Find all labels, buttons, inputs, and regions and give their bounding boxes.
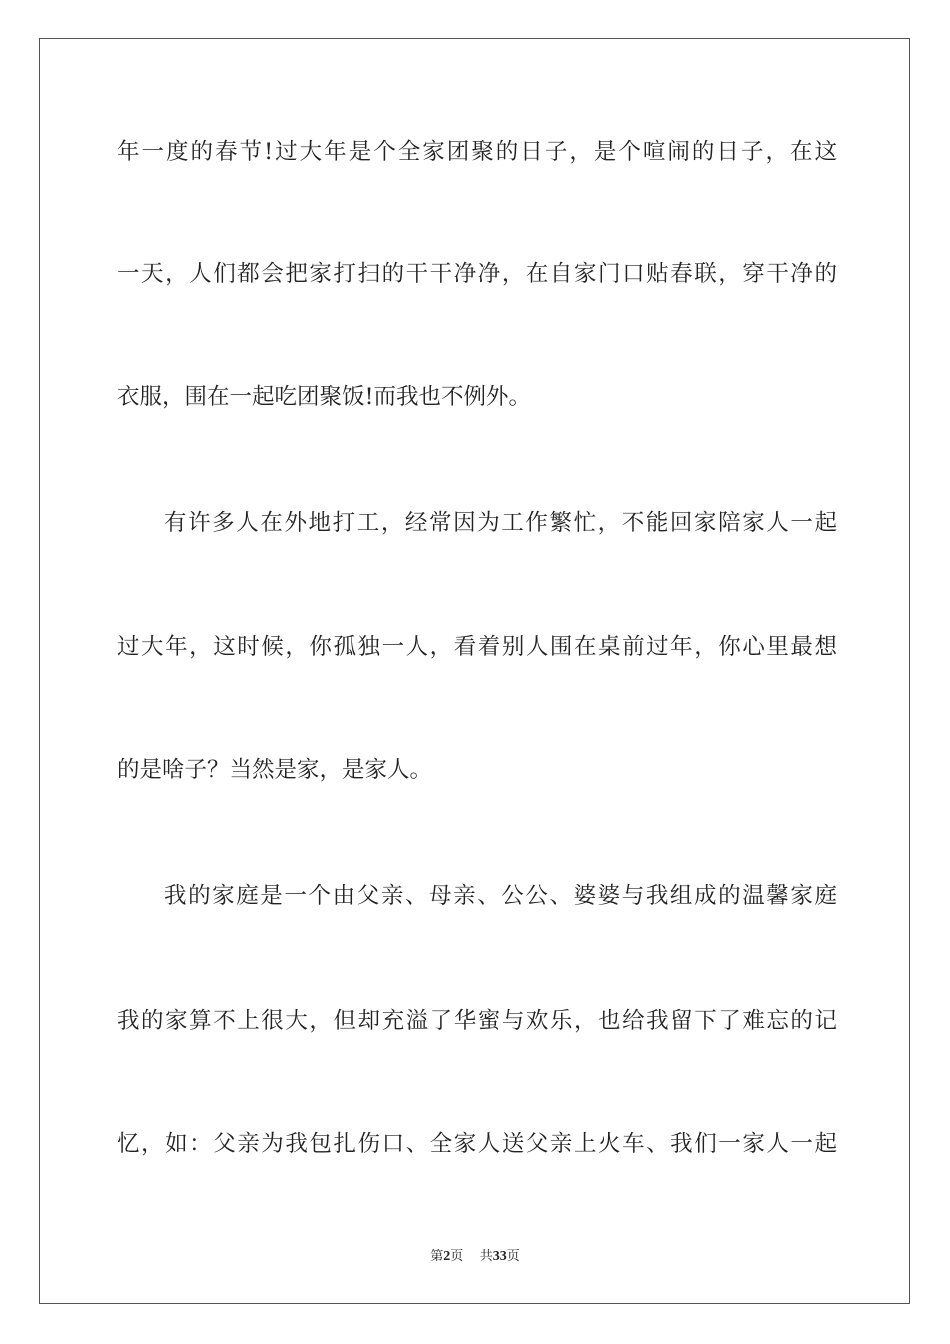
paragraph-line: 的是啥子？当然是家，是家人。 [117,757,433,783]
page-footer [0,1245,950,1265]
paragraph-line: 一天，人们都会把家打扫的干干净净，在自家门口贴春联，穿干净的 [117,261,837,287]
total-suffix: 页 [506,1249,520,1264]
page-border [39,38,910,1304]
paragraph-line: 忆，如：父亲为我包扎伤口、全家人送父亲上火车、我们一家人一起 [117,1131,837,1157]
total-pages: 33 [492,1249,507,1264]
page-prefix: 第 [430,1249,444,1264]
page-suffix: 页 [450,1249,464,1264]
paragraph-line: 有许多人在外地打工，经常因为工作繁忙，不能回家陪家人一起 [164,510,837,536]
paragraph-line: 衣服，围在一起吃团聚饭!而我也不例外。 [117,384,532,410]
paragraph-line: 我的家庭是一个由父亲、母亲、公公、婆婆与我组成的温馨家庭 [164,883,837,909]
paragraph-line: 过大年，这时候，你孤独一人，看着别人围在桌前过年，你心里最想 [117,634,837,660]
total-prefix: 共 [479,1249,493,1264]
paragraph-line: 我的家算不上很大，但却充溢了华蜜与欢乐，也给我留下了难忘的记 [117,1008,837,1034]
page-number: 2 [443,1249,451,1264]
paragraph-line: 年一度的春节!过大年是个全家团聚的日子，是个喧闹的日子，在这 [117,139,837,165]
